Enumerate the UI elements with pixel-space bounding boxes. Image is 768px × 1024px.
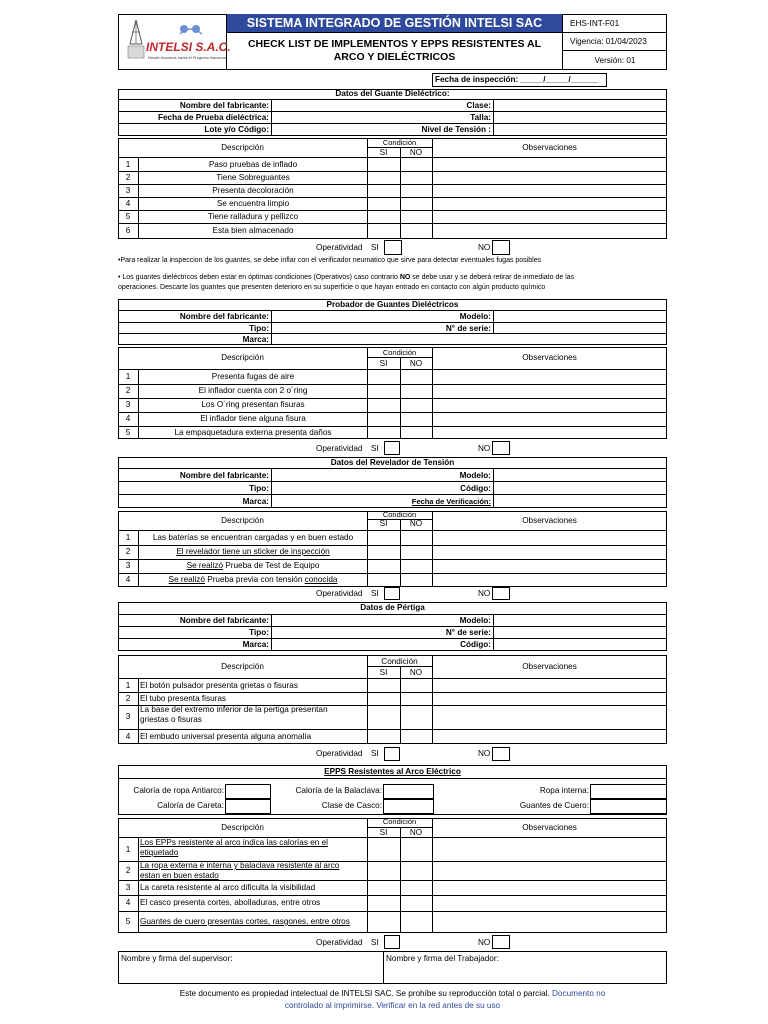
glove-op-si-label: SI: [371, 243, 379, 252]
pole-label-fabricante: Nombre del fabricante:: [179, 616, 269, 625]
tester-row-description: La empaquetadura externa presenta daños: [174, 427, 332, 437]
glove-row-si-cell[interactable]: [368, 224, 400, 239]
tester-row-no-cell[interactable]: [401, 385, 432, 398]
pole-head-no: NO: [409, 668, 423, 677]
glove-operatividad-label: Operatividad: [316, 243, 363, 252]
epps-row-no-cell[interactable]: [401, 896, 432, 911]
revealer-label-marca: Marca:: [242, 497, 269, 506]
glove-head-no: NO: [409, 148, 423, 157]
epps-row-si-cell[interactable]: [368, 839, 400, 861]
glove-title: Datos del Guante Dieléctrico:: [118, 89, 667, 100]
glove-op-no-checkbox[interactable]: [492, 240, 510, 255]
epps-row-description: La ropa externa e interna y balaclava resistente al arco estan en buen estado: [140, 861, 340, 880]
revealer-row-observation-cell[interactable]: [433, 560, 666, 573]
epps-row-number: 2: [125, 865, 131, 875]
pole-row-description: El tubo presenta fisuras: [140, 693, 227, 703]
tester-op-no-checkbox[interactable]: [492, 441, 510, 455]
signature-worker-label: Nombre y firma del Trabajador:: [386, 954, 499, 963]
revealer-head-descripcion: Descripción: [221, 516, 264, 525]
glove-row-number: 4: [125, 198, 131, 208]
tester-label-serie: N° de serie:: [445, 324, 491, 333]
pole-label-marca: Marca:: [242, 640, 269, 649]
tester-row-observation-cell[interactable]: [433, 427, 666, 439]
glove-row-observation-cell[interactable]: [433, 172, 666, 184]
revealer-row-observation-cell[interactable]: [433, 574, 666, 587]
epps-row-description: Guantes de cuero presentas cortes, rasgones, entre otros: [140, 917, 350, 926]
revealer-label-fabricante: Nombre del fabricante:: [179, 471, 269, 480]
revealer-row-no-cell[interactable]: [401, 546, 432, 559]
tester-label-fabricante: Nombre del fabricante:: [179, 312, 269, 321]
epps-op-no-label: NO: [478, 938, 491, 947]
doc-title-line2: ARCO Y DIELÉCTRICOS: [333, 51, 456, 63]
revealer-row-observation-cell[interactable]: [433, 532, 666, 545]
revealer-row-number: 3: [125, 561, 131, 570]
revealer-op-si-label: SI: [371, 589, 379, 598]
epps-row-observation-cell[interactable]: [433, 896, 666, 911]
glove-row-number: 1: [125, 159, 131, 169]
epps-label-guantes: Guantes de Cuero:: [519, 801, 589, 810]
epps-row-si-cell[interactable]: [368, 896, 400, 911]
epps-head-descripcion: Descripción: [221, 823, 264, 832]
epps-head-si: SI: [379, 828, 388, 837]
epps-row-description: La careta resistente al arco dificulta la visibilidad: [140, 882, 316, 892]
pole-op-si-label: SI: [371, 749, 379, 758]
pole-head-si: SI: [379, 668, 388, 677]
epps-op-si-label: SI: [371, 938, 379, 947]
pole-row-number: 2: [125, 693, 131, 703]
tester-row-no-cell[interactable]: [401, 427, 432, 439]
footer-line-2: controlado al imprimirse. Verificar en la red antes de su uso: [284, 1001, 501, 1010]
revealer-row-si-cell[interactable]: [368, 546, 400, 559]
revealer-row-description: Las baterías se encuentran cargadas y en buen estado: [152, 533, 354, 542]
pole-row-si-cell[interactable]: [368, 693, 400, 705]
tester-row-description: El inflador tiene alguna fisura: [200, 414, 306, 423]
epps-row-description: El casco presenta cortes, abolladuras, entre otros: [140, 898, 321, 907]
doc-validity: Vigencia: 01/04/2023: [563, 33, 667, 51]
revealer-row-number: 2: [125, 547, 131, 556]
glove-row-description: Tiene Sobreguantes: [216, 172, 290, 182]
pole-row-si-cell[interactable]: [368, 706, 400, 729]
tester-row-description: El inflador cuenta con 2 o´ring: [198, 386, 308, 395]
tester-label-marca: Marca:: [242, 335, 269, 344]
glove-label-lote: Lote y/o Código:: [204, 125, 269, 134]
tester-row-description: Los O´ring presentan fisuras: [201, 400, 305, 409]
revealer-op-si-checkbox[interactable]: [384, 587, 400, 600]
doc-version: Versión: 01: [594, 56, 636, 65]
revealer-row-description: Se realizó Prueba de Test de Equipo: [186, 561, 320, 570]
logo-cell: [118, 14, 231, 70]
revealer-row-number: 4: [125, 575, 131, 584]
glove-label-nivel: Nivel de Tensión :: [421, 125, 491, 134]
glove-row-no-cell[interactable]: [401, 224, 432, 239]
glove-label-fabricante: Nombre del fabricante:: [179, 101, 269, 110]
pole-row-si-cell[interactable]: [368, 680, 400, 692]
revealer-col-a: [271, 469, 272, 508]
system-title: SISTEMA INTEGRADO DE GESTIÓN INTELSI SAC: [246, 16, 543, 30]
glove-input-fabricante[interactable]: [272, 101, 492, 111]
tester-row-number: 2: [125, 386, 131, 395]
tester-row-number: 4: [125, 414, 131, 423]
epps-input-casco[interactable]: [383, 799, 434, 814]
revealer-head-observaciones: Observaciones: [522, 516, 577, 525]
glove-row-observation-cell[interactable]: [433, 224, 666, 239]
doc-title-cell: [227, 33, 563, 70]
pole-row-no-cell[interactable]: [401, 680, 432, 692]
tester-row-number: 1: [125, 372, 131, 381]
glove-row-number: 5: [125, 211, 131, 221]
revealer-row-description: El revelador tiene un sticker de inspección: [176, 547, 330, 556]
pole-op-no-checkbox[interactable]: [492, 747, 510, 761]
tester-label-tipo: Tipo:: [249, 324, 269, 333]
glove-op-si-checkbox[interactable]: [384, 240, 402, 255]
revealer-row-description: Se realizó Prueba previa con tensión conocida: [168, 575, 338, 584]
tester-row-no-cell[interactable]: [401, 371, 432, 384]
glove-head-si: SI: [379, 148, 388, 157]
revealer-row-number: 1: [125, 533, 131, 542]
epps-row-description: Los EPPs resistente al arco indica las calorías en el etiquetado: [140, 838, 328, 857]
epps-row-no-cell[interactable]: [401, 912, 432, 933]
pole-row-number: 3: [125, 712, 131, 721]
epps-op-no-checkbox[interactable]: [492, 935, 510, 949]
revealer-head-no: NO: [409, 519, 423, 528]
tester-row-observation-cell[interactable]: [433, 399, 666, 412]
epps-row-observation-cell[interactable]: [433, 862, 666, 880]
pole-row-no-cell[interactable]: [401, 706, 432, 729]
tester-title: Probador de Guantes Dieléctricos: [118, 299, 667, 311]
glove-note-1: •Para realizar la inspeccion de los guantes, se debe inflar con el verificador neumatico que sirve para detectar eventuales fugas posibles: [118, 257, 542, 264]
pole-op-no-label: NO: [478, 749, 491, 758]
revealer-row-observation-cell[interactable]: [433, 546, 666, 559]
pole-row-number: 4: [125, 731, 131, 741]
tester-row-number: 5: [125, 427, 131, 437]
pole-label-tipo: Tipo:: [249, 628, 269, 637]
pole-head-descripcion: Descripción: [221, 662, 264, 671]
glove-row-description: Tiene ralladura y pellizco: [207, 211, 299, 221]
tester-row-no-cell[interactable]: [401, 399, 432, 412]
revealer-row-no-cell[interactable]: [401, 560, 432, 573]
pole-row-no-cell[interactable]: [401, 693, 432, 705]
glove-row-si-cell[interactable]: [368, 211, 400, 223]
tester-col-b: [493, 311, 494, 334]
revealer-head-condicion: Condición: [382, 510, 417, 519]
glove-row-number: 3: [125, 185, 131, 195]
epps-op-si-checkbox[interactable]: [384, 935, 400, 949]
glove-row-si-cell[interactable]: [368, 185, 400, 197]
tester-row-description: Presenta fugas de aire: [211, 372, 295, 381]
footer-link-1: Documento no: [552, 989, 606, 998]
pole-label-codigo: Código:: [460, 640, 491, 649]
glove-note-2: • Los guantes dieléctricos deben estar en óptimas condiciones (Operativos) caso contrario NO se debe usar y se deberá retirar de inmediato de las: [118, 274, 575, 281]
epps-row-si-cell[interactable]: [368, 912, 400, 933]
epps-input-careta[interactable]: [225, 799, 271, 814]
glove-row-si-cell[interactable]: [368, 198, 400, 210]
pole-row-observation-cell[interactable]: [433, 680, 666, 692]
epps-title: EPPS Resistentes al Arco Eléctrico: [118, 765, 667, 779]
epps-row-no-cell[interactable]: [401, 839, 432, 861]
pole-table-vnum: [138, 679, 139, 744]
pole-row-observation-cell[interactable]: [433, 730, 666, 744]
epps-head-observaciones: Observaciones: [522, 823, 577, 832]
signature-supervisor-label: Nombre y firma del supervisor:: [121, 954, 233, 963]
tester-head-observaciones: Observaciones: [522, 353, 577, 362]
revealer-col-b: [493, 469, 494, 508]
epps-row-no-cell[interactable]: [401, 862, 432, 880]
epps-row-si-cell[interactable]: [368, 862, 400, 880]
tester-row-observation-cell[interactable]: [433, 371, 666, 384]
tester-head-si: SI: [379, 359, 388, 368]
glove-row-no-cell[interactable]: [401, 211, 432, 223]
pole-head-condicion: Condición: [381, 657, 418, 666]
glove-label-fecha: Fecha de Prueba dieléctrica:: [157, 113, 269, 122]
glove-row-no-cell[interactable]: [401, 172, 432, 184]
pole-row-si-cell[interactable]: [368, 730, 400, 744]
epps-row-no-cell[interactable]: [401, 881, 432, 895]
tester-label-modelo: Modelo:: [459, 312, 491, 321]
epps-input-ropa[interactable]: [225, 784, 271, 799]
system-title-bar: [227, 14, 563, 33]
tester-head-condicion: Condición: [382, 348, 417, 357]
footer-line-1: Este documento es propiedad intelectual de INTELSI SAC. Se prohíbe su reproducción total o parcial. Documento no: [179, 989, 606, 998]
signature-supervisor-box[interactable]: [118, 951, 384, 984]
revealer-op-no-checkbox[interactable]: [492, 587, 510, 600]
glove-row-si-cell[interactable]: [368, 172, 400, 184]
glove-row-description: Esta bien almacenado: [212, 226, 294, 235]
pole-title: Datos de Pértiga: [118, 602, 667, 615]
epps-label-casco: Clase de Casco:: [321, 801, 382, 810]
glove-head-observaciones: Observaciones: [522, 143, 577, 152]
glove-row-observation-cell[interactable]: [433, 211, 666, 223]
tester-row-si-cell[interactable]: [368, 427, 400, 439]
tester-row-si-cell[interactable]: [368, 399, 400, 412]
pole-row-observation-cell[interactable]: [433, 693, 666, 705]
pole-col-b: [493, 615, 494, 651]
glove-row-no-cell[interactable]: [401, 198, 432, 210]
epps-label-balaclava: Caloría de la Balaclava:: [295, 786, 382, 795]
pole-row-no-cell[interactable]: [401, 730, 432, 744]
pole-row-observation-cell[interactable]: [433, 706, 666, 729]
tester-col-a: [271, 311, 272, 345]
epps-row-observation-cell[interactable]: [433, 912, 666, 933]
revealer-operatividad-label: Operatividad: [316, 589, 363, 598]
revealer-row-si-cell[interactable]: [368, 532, 400, 545]
glove-row-observation-cell[interactable]: [433, 159, 666, 171]
signature-worker-box[interactable]: [383, 951, 667, 984]
epps-row-observation-cell[interactable]: [433, 881, 666, 895]
epps-label-careta: Caloría de Careta:: [157, 801, 224, 810]
epps-row-number: 3: [125, 882, 131, 892]
epps-row-si-cell[interactable]: [368, 881, 400, 895]
tester-row-si-cell[interactable]: [368, 385, 400, 398]
tester-row-no-cell[interactable]: [401, 413, 432, 426]
epps-input-balaclava[interactable]: [383, 784, 434, 799]
tester-op-si-checkbox[interactable]: [384, 441, 400, 455]
glove-row-observation-cell[interactable]: [433, 185, 666, 197]
revealer-title: Datos del Revelador de Tensión: [118, 457, 667, 469]
epps-operatividad-label: Operatividad: [316, 938, 363, 947]
epps-head-condicion: Condición: [382, 817, 417, 826]
revealer-row-no-cell[interactable]: [401, 574, 432, 587]
pole-label-serie: N° de serie:: [445, 628, 491, 637]
revealer-label-modelo: Modelo:: [459, 471, 491, 480]
pole-op-si-checkbox[interactable]: [384, 747, 400, 761]
glove-row-description: Se encuentra limpio: [216, 198, 290, 208]
epps-row-number: 1: [125, 844, 131, 854]
revealer-op-no-label: NO: [478, 589, 491, 598]
epps-label-ropa: Caloría de ropa Antiarco:: [133, 786, 224, 795]
glove-input-clase[interactable]: [494, 101, 666, 111]
revealer-row-no-cell[interactable]: [401, 532, 432, 545]
epps-head-no: NO: [409, 828, 423, 837]
tester-row-number: 3: [125, 400, 131, 409]
tester-head-descripcion: Descripción: [221, 353, 264, 362]
epps-row-observation-cell[interactable]: [433, 839, 666, 861]
epps-label-ropa-interna: Ropa interna:: [539, 786, 589, 795]
glove-label-talla: Talla:: [470, 113, 491, 122]
revealer-label-tipo: Tipo:: [249, 484, 269, 493]
epps-row-number: 4: [125, 898, 131, 907]
pole-col-a: [271, 615, 272, 651]
glove-row-si-cell[interactable]: [368, 159, 400, 171]
pole-row-number: 1: [125, 680, 131, 690]
pole-operatividad-label: Operatividad: [316, 749, 363, 758]
tester-op-no-label: NO: [478, 444, 491, 453]
epps-table-vnum: [138, 838, 139, 933]
doc-title-line1: CHECK LIST DE IMPLEMENTOS Y EPPS RESISTENTES AL: [247, 38, 542, 50]
tester-row-si-cell[interactable]: [368, 413, 400, 426]
glove-label-clase: Clase:: [466, 101, 491, 110]
glove-row-number: 2: [125, 172, 131, 182]
tester-head-no: NO: [409, 359, 423, 368]
glove-note-2b: operaciones. Descarte los guantes que presenten deterioro en su superficie o que hayan entrado en contacto con algún producto químico: [118, 284, 546, 291]
revealer-row-si-cell[interactable]: [368, 574, 400, 587]
revealer-label-codigo: Código:: [460, 484, 491, 493]
glove-row-no-cell[interactable]: [401, 185, 432, 197]
tester-row-observation-cell[interactable]: [433, 413, 666, 426]
tester-operatividad-label: Operatividad: [316, 444, 363, 453]
logo-tagline: Desde Nosotros hacia el Progreso Nacional: [148, 55, 226, 60]
inspection-date-field[interactable]: Fecha de inspección: _____/_____/______: [432, 73, 607, 87]
pole-label-modelo: Modelo:: [459, 616, 491, 625]
tester-row-si-cell[interactable]: [368, 371, 400, 384]
revealer-head-si: SI: [379, 519, 388, 528]
epps-row-number: 5: [125, 917, 131, 926]
glove-row-no-cell[interactable]: [401, 159, 432, 171]
glove-head-descripcion: Descripción: [221, 143, 264, 152]
pole-row-description: El embudo universal presenta alguna anomalía: [140, 731, 312, 741]
tester-op-si-label: SI: [371, 444, 379, 453]
epps-input-guantes[interactable]: [590, 799, 667, 814]
doc-code: EHS-INT-F01: [563, 14, 667, 33]
glove-row-description: Paso pruebas de inflado: [208, 159, 298, 169]
pole-row-description: La base del extremo inferior de la pertiga presentan griestas o fisuras: [140, 705, 328, 724]
pole-row-description: El botón pulsador presenta grietas o fisuras: [140, 680, 298, 690]
revealer-row-si-cell[interactable]: [368, 560, 400, 573]
epps-input-ropa-interna[interactable]: [590, 784, 667, 799]
glove-op-no-label: NO: [478, 243, 491, 252]
glove-row-number: 6: [125, 226, 131, 235]
revealer-label-fecha-ver: Fecha de Verificación:: [411, 497, 491, 506]
logo-text: INTELSI S.A.C.: [146, 40, 231, 54]
tester-row-observation-cell[interactable]: [433, 385, 666, 398]
pole-head-observaciones: Observaciones: [522, 662, 577, 671]
glove-row-description: Presenta decoloración: [212, 185, 294, 195]
glove-row-observation-cell[interactable]: [433, 198, 666, 210]
glove-head-condicion: Condición: [382, 138, 417, 147]
